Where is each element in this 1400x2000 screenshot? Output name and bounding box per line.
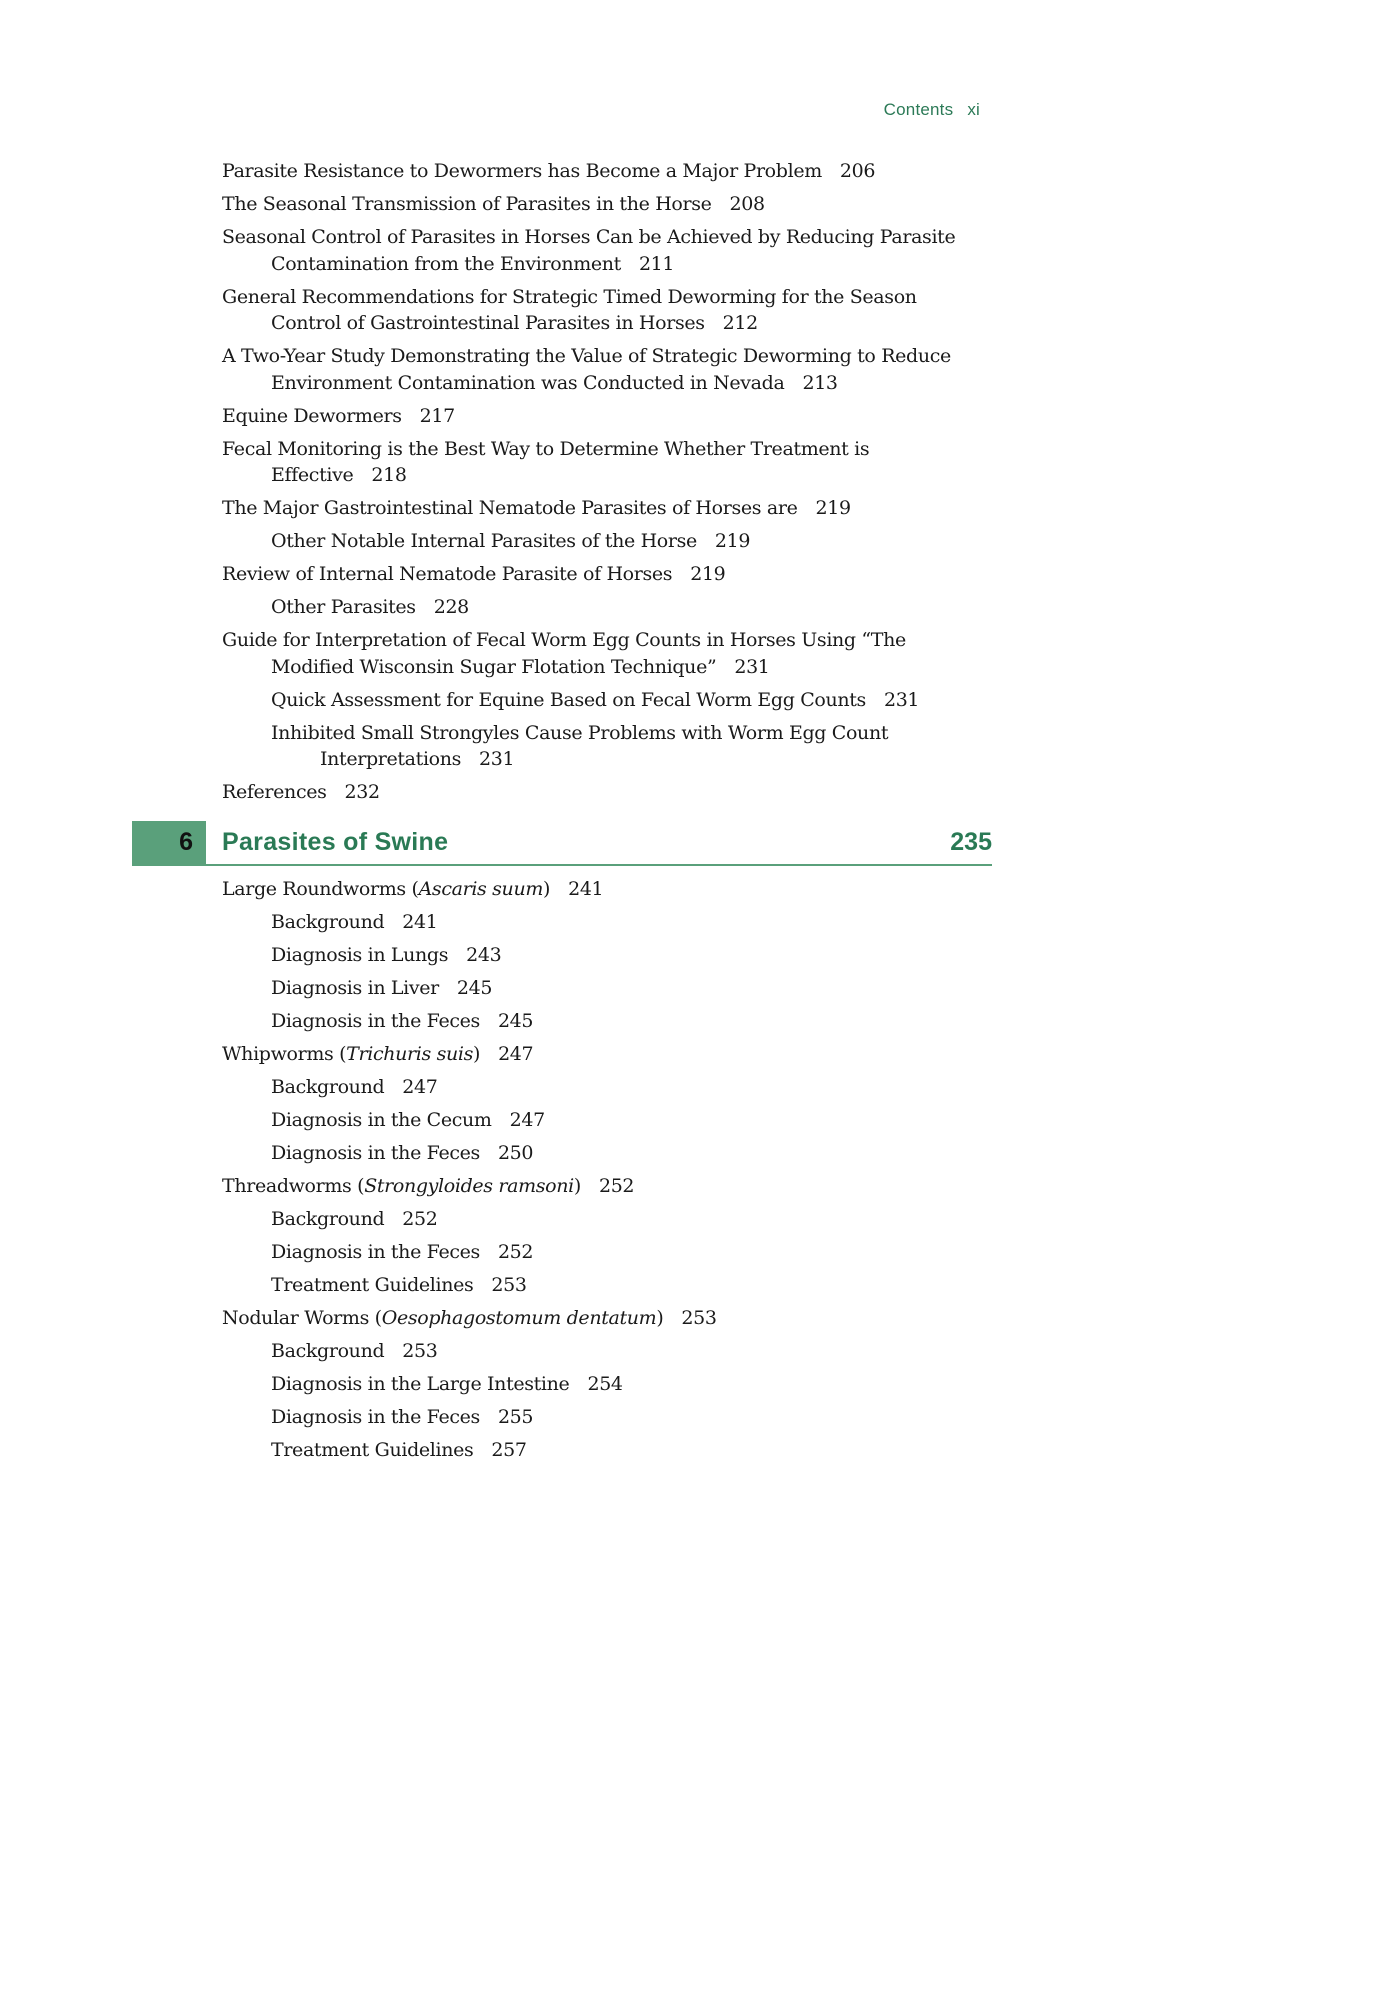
toc-entry[interactable] <box>271 942 982 969</box>
toc-entry-page: 217 <box>419 404 455 427</box>
toc-entry-page: 247 <box>498 1043 534 1065</box>
toc-entry-page: 243 <box>466 944 502 966</box>
toc-entry[interactable] <box>271 1107 982 1134</box>
toc-entry-page: 231 <box>883 688 920 711</box>
toc-entry[interactable] <box>271 1437 982 1464</box>
toc-entry-title: General Recommendations for Strategic Timed Deworming for the Season Control of Gastrointestinal Parasites in Horses <box>222 285 917 334</box>
toc-entry-page: 254 <box>587 1373 623 1395</box>
toc-entry-page: 253 <box>491 1274 527 1296</box>
toc-entry-page: 253 <box>681 1307 717 1329</box>
toc-entry-title: Diagnosis in the Large Intestine <box>271 1373 570 1395</box>
toc-entry-page: 213 <box>802 371 838 394</box>
toc-entry[interactable] <box>222 627 982 680</box>
toc-entry[interactable] <box>222 158 982 185</box>
toc-entry[interactable] <box>271 594 982 621</box>
toc-entry-page: 252 <box>402 1208 438 1230</box>
toc-entry-suffix: ) <box>543 878 551 900</box>
toc-entry-suffix: ) <box>573 1175 581 1197</box>
toc-entries-before-chapter <box>222 158 982 812</box>
toc-entry-title: Review of Internal Nematode Parasite of Horses <box>222 563 673 585</box>
toc-entry[interactable] <box>271 1338 982 1365</box>
toc-entry-title: Nodular Worms ( <box>222 1307 382 1329</box>
toc-entry-title: Seasonal Control of Parasites in Horses Can be Achieved by Reducing Parasite Contamination from the Environment <box>222 226 956 275</box>
toc-entry-page: 208 <box>729 193 765 215</box>
toc-entry[interactable] <box>271 1140 982 1167</box>
chapter-number: 6 <box>179 828 193 856</box>
toc-entry[interactable] <box>222 343 982 396</box>
toc-entry-title: Parasite Resistance to Dewormers has Become a Major Problem <box>222 160 822 182</box>
toc-entry-page: 219 <box>815 497 851 519</box>
toc-entry-page: 231 <box>734 655 770 678</box>
toc-entry-page: 211 <box>638 252 675 275</box>
running-head-section: Contents <box>883 100 954 119</box>
toc-entry-page: 241 <box>402 911 438 933</box>
toc-entry-species: Strongyloides ramsoni <box>364 1175 574 1197</box>
page-number: xi <box>967 100 980 119</box>
toc-entry-title: Quick Assessment for Equine Based on Fecal Worm Egg Counts <box>271 688 866 711</box>
toc-entry[interactable] <box>271 1239 982 1266</box>
toc-entry-title: Treatment Guidelines <box>271 1274 474 1296</box>
toc-entry[interactable] <box>222 224 982 277</box>
toc-entry-title: Diagnosis in the Feces <box>271 1142 480 1164</box>
toc-entry[interactable] <box>271 1008 982 1035</box>
toc-entry-title: Equine Dewormers <box>222 404 402 427</box>
toc-entry-page: 245 <box>497 1010 534 1032</box>
chapter-title: Parasites of Swine <box>222 828 449 856</box>
toc-entry-species: Trichuris suis <box>346 1043 473 1065</box>
toc-entry[interactable] <box>271 909 982 936</box>
toc-entry-species: Ascaris suum <box>418 878 543 900</box>
toc-entry-title: A Two-Year Study Demonstrating the Value of Strategic Deworming to Reduce Environment Contamination was Conducted in Nevada <box>222 345 951 394</box>
toc-entry-page: 241 <box>568 878 604 900</box>
toc-entry-page: 253 <box>402 1340 438 1362</box>
toc-entry[interactable] <box>222 495 982 522</box>
toc-entry[interactable] <box>271 720 982 773</box>
toc-entry[interactable] <box>271 687 982 714</box>
toc-entry-page: 228 <box>433 596 469 618</box>
toc-entry-species: Oesophagostomum dentatum <box>381 1307 657 1329</box>
toc-entry-title: Background <box>271 911 385 933</box>
toc-entry-page: 219 <box>714 530 751 552</box>
toc-entry[interactable] <box>271 975 982 1002</box>
toc-entry-title: Diagnosis in the Cecum <box>271 1109 492 1131</box>
toc-entry-title: Guide for Interpretation of Fecal Worm Egg Counts in Horses Using “The Modified Wisconsin Sugar Flotation Technique” <box>222 629 906 678</box>
toc-entry[interactable] <box>222 284 982 337</box>
toc-entry-title: Diagnosis in the Feces <box>271 1241 480 1263</box>
running-head <box>884 100 980 120</box>
toc-entry-page: 250 <box>497 1142 534 1164</box>
toc-entry-title: Threadworms ( <box>222 1175 365 1197</box>
toc-entry[interactable] <box>222 1041 982 1068</box>
toc-entry-page: 252 <box>497 1241 534 1263</box>
toc-entry-title: Diagnosis in the Feces <box>271 1010 480 1032</box>
toc-entry[interactable] <box>222 1173 982 1200</box>
toc-entry-page: 219 <box>690 563 726 585</box>
toc-entry-title: Diagnosis in Liver <box>271 977 439 999</box>
toc-entry[interactable] <box>222 876 982 903</box>
toc-entry[interactable] <box>271 528 982 555</box>
toc-entry-page: 231 <box>479 748 515 770</box>
toc-entry-title: Other Notable Internal Parasites of the Horse <box>271 530 697 552</box>
toc-entry-title: Diagnosis in the Feces <box>271 1406 480 1428</box>
toc-entry-suffix: ) <box>656 1307 664 1329</box>
toc-entry-suffix: ) <box>472 1043 481 1065</box>
toc-entry[interactable] <box>271 1074 982 1101</box>
toc-entry-page: 218 <box>371 464 407 486</box>
toc-entry-page: 212 <box>722 312 758 334</box>
toc-entry-page: 252 <box>598 1175 635 1197</box>
toc-entry-page: 245 <box>456 977 493 999</box>
chapter-heading[interactable] <box>132 821 992 866</box>
toc-entry-title: Treatment Guidelines <box>271 1439 474 1461</box>
toc-entry[interactable] <box>271 1404 982 1431</box>
toc-entry-title: Background <box>271 1208 385 1230</box>
toc-entry-page: 257 <box>491 1439 527 1461</box>
toc-entry-title: Inhibited Small Strongyles Cause Problems with Worm Egg Count Interpretations <box>271 721 889 770</box>
toc-entry-title: Fecal Monitoring is the Best Way to Determine Whether Treatment is Effective <box>222 437 870 486</box>
toc-entry-title: The Major Gastrointestinal Nematode Parasites of Horses are <box>222 497 798 519</box>
toc-entry-title: References <box>222 781 327 803</box>
toc-entry-title: Background <box>271 1076 385 1098</box>
toc-entry-page: 255 <box>497 1406 534 1428</box>
toc-entry[interactable] <box>271 1272 982 1299</box>
chapter-rule <box>206 864 992 866</box>
toc-entry-page: 232 <box>344 781 380 803</box>
toc-entry-title: Whipworms ( <box>222 1043 347 1065</box>
chapter-number-box <box>132 821 206 866</box>
toc-entry[interactable] <box>222 779 982 806</box>
toc-entry-page: 247 <box>509 1109 545 1131</box>
toc-entry-title: Background <box>271 1340 385 1362</box>
toc-entry-page: 206 <box>839 160 876 182</box>
toc-entry[interactable] <box>271 1206 982 1233</box>
toc-entry-page: 247 <box>402 1076 438 1098</box>
toc-entry-title: Large Roundworms ( <box>222 878 419 900</box>
chapter-page-number: 235 <box>950 828 992 856</box>
toc-entry[interactable] <box>222 436 982 489</box>
toc-entry[interactable] <box>271 1371 982 1398</box>
toc-entry[interactable] <box>222 403 982 430</box>
toc-entry[interactable] <box>222 1305 982 1332</box>
toc-entry-title: The Seasonal Transmission of Parasites in the Horse <box>222 193 712 215</box>
toc-entry-title: Diagnosis in Lungs <box>271 944 449 966</box>
toc-entry[interactable] <box>222 191 982 218</box>
toc-entry[interactable] <box>222 561 982 588</box>
toc-entries-chapter-6 <box>222 876 982 1470</box>
toc-entry-title: Other Parasites <box>271 596 416 618</box>
